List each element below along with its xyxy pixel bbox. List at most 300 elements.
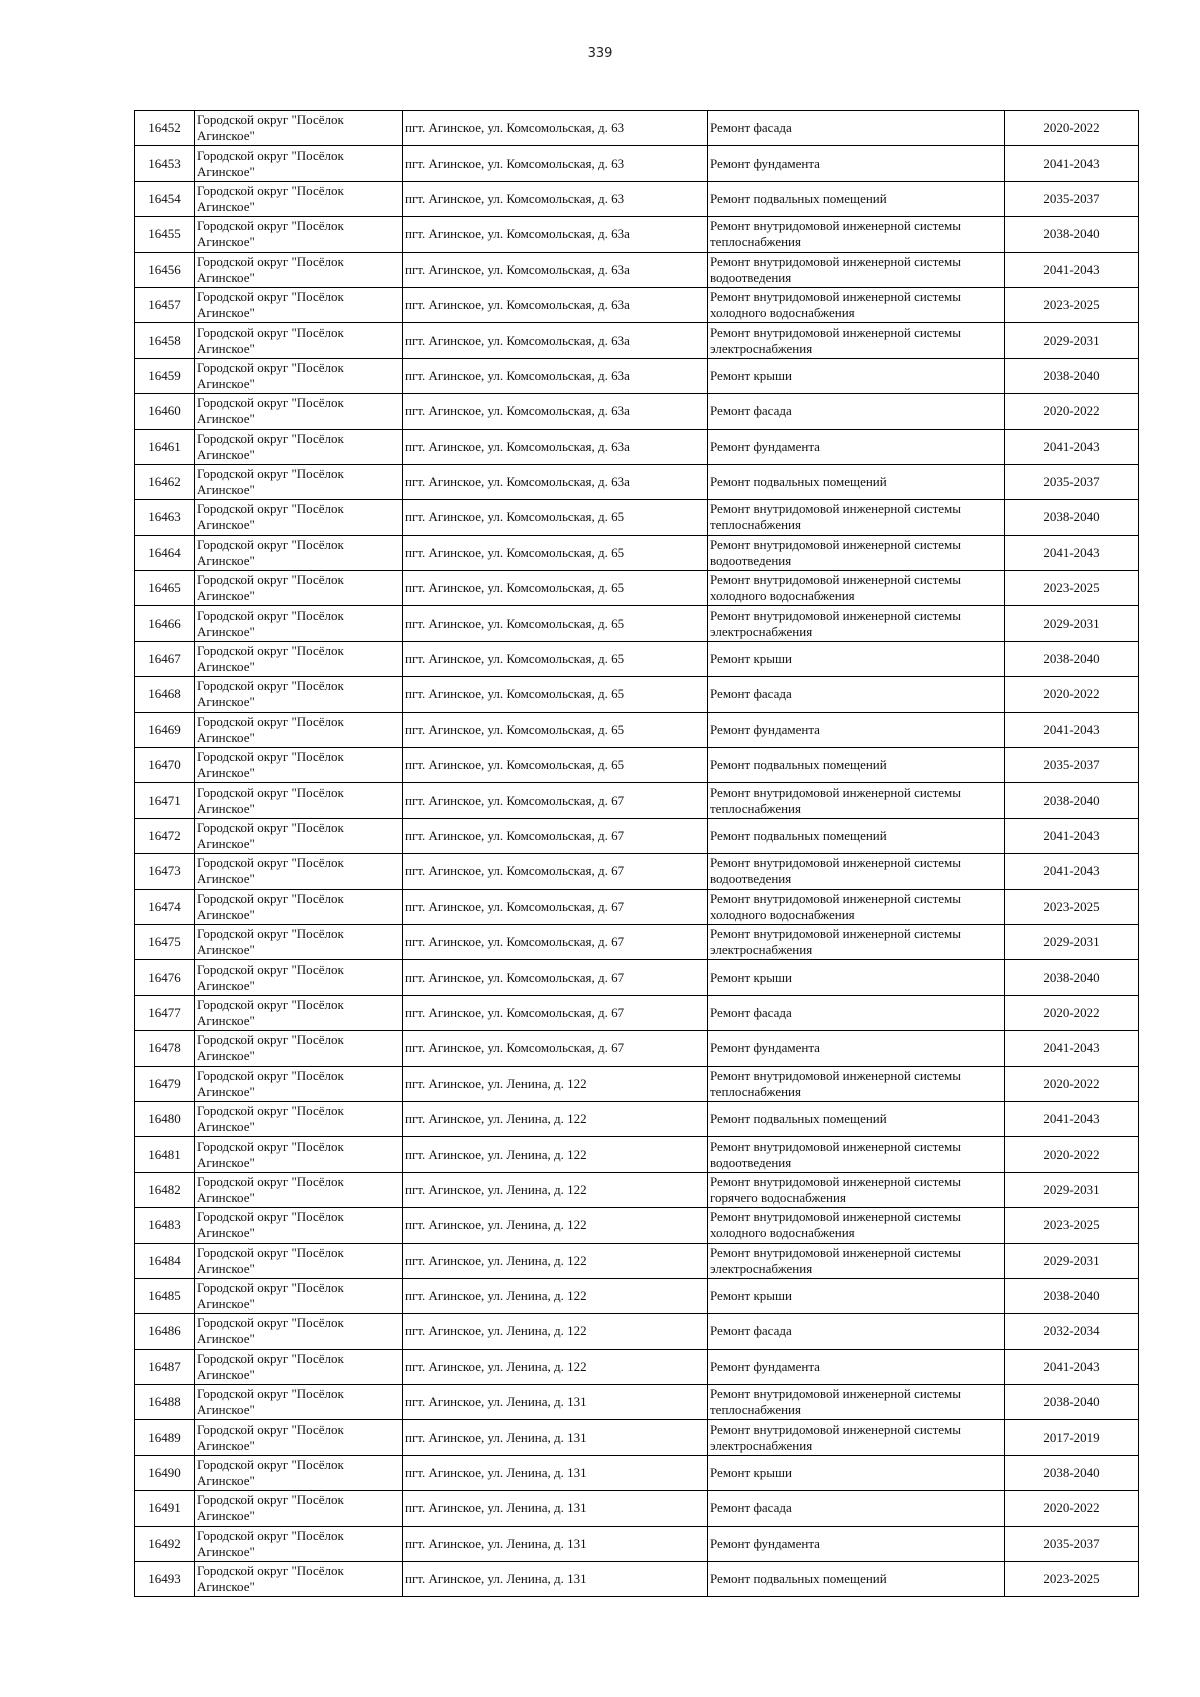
work-type-line: Ремонт фундамента <box>710 1535 820 1551</box>
work-type-line: электроснабжения <box>710 623 813 639</box>
period-cell: 2038-2040 <box>1005 217 1139 252</box>
municipality-line: Городской округ "Посёлок <box>197 430 344 446</box>
table-row <box>135 712 1139 747</box>
table-row <box>135 1208 1139 1243</box>
work-type-cell <box>708 854 1005 889</box>
period-cell: 2038-2040 <box>1005 641 1139 676</box>
municipality-line: Агинское" <box>197 517 255 533</box>
table-row <box>135 1031 1139 1066</box>
municipality-line: Городской округ "Посёлок <box>197 1315 344 1331</box>
municipality-line: Агинское" <box>197 446 255 462</box>
work-type-line: Ремонт внутридомовой инженерной системы <box>710 784 961 800</box>
municipality-line: Городской округ "Посёлок <box>197 1032 344 1048</box>
municipality-line: Городской округ "Посёлок <box>197 713 344 729</box>
address-cell: пгт. Агинское, ул. Комсомольская, д. 67 <box>403 854 708 889</box>
municipality-line: Городской округ "Посёлок <box>197 182 344 198</box>
period-cell: 2029-2031 <box>1005 924 1139 959</box>
municipality-line: Городской округ "Посёлок <box>197 218 344 234</box>
municipality-line: Агинское" <box>197 340 255 356</box>
municipality-line: Агинское" <box>197 411 255 427</box>
municipality-line: Городской округ "Посёлок <box>197 607 344 623</box>
address-cell: пгт. Агинское, ул. Ленина, д. 122 <box>403 1243 708 1278</box>
work-type-line: теплоснабжения <box>710 800 801 816</box>
municipality-cell <box>195 995 403 1030</box>
period-cell: 2038-2040 <box>1005 783 1139 818</box>
municipality-cell <box>195 429 403 464</box>
work-type-line: Ремонт внутридомовой инженерной системы <box>710 1244 961 1260</box>
table-row <box>135 1420 1139 1455</box>
work-type-cell <box>708 1278 1005 1313</box>
address-cell: пгт. Агинское, ул. Ленина, д. 131 <box>403 1562 708 1597</box>
table-row <box>135 1243 1139 1278</box>
municipality-line: Городской округ "Посёлок <box>197 112 344 128</box>
row-number-cell: 16456 <box>135 252 195 287</box>
work-type-line: Ремонт фасада <box>710 686 792 702</box>
table-row <box>135 1137 1139 1172</box>
municipality-cell <box>195 1562 403 1597</box>
work-type-line: Ремонт внутридомовой инженерной системы <box>710 1421 961 1437</box>
table-row <box>135 1491 1139 1526</box>
address-cell: пгт. Агинское, ул. Комсомольская, д. 65 <box>403 571 708 606</box>
work-type-cell <box>708 146 1005 181</box>
work-type-cell <box>708 429 1005 464</box>
period-cell: 2020-2022 <box>1005 394 1139 429</box>
work-type-line: Ремонт подвальных помещений <box>710 474 887 490</box>
work-type-cell <box>708 500 1005 535</box>
work-type-line: Ремонт внутридомовой инженерной системы <box>710 536 961 552</box>
work-type-line: электроснабжения <box>710 340 813 356</box>
work-type-cell <box>708 181 1005 216</box>
period-cell: 2029-2031 <box>1005 1243 1139 1278</box>
period-cell: 2020-2022 <box>1005 1491 1139 1526</box>
address-cell: пгт. Агинское, ул. Ленина, д. 131 <box>403 1385 708 1420</box>
municipality-cell <box>195 571 403 606</box>
work-type-line: Ремонт фундамента <box>710 721 820 737</box>
work-type-cell <box>708 641 1005 676</box>
row-number-cell: 16492 <box>135 1526 195 1561</box>
work-type-cell <box>708 712 1005 747</box>
municipality-line: Агинское" <box>197 1012 255 1028</box>
table-row <box>135 748 1139 783</box>
municipality-cell <box>195 464 403 499</box>
work-type-line: Ремонт внутридомовой инженерной системы <box>710 607 961 623</box>
address-cell: пгт. Агинское, ул. Ленина, д. 122 <box>403 1101 708 1136</box>
work-type-line: теплоснабжения <box>710 1083 801 1099</box>
address-cell: пгт. Агинское, ул. Ленина, д. 122 <box>403 1208 708 1243</box>
municipality-cell <box>195 358 403 393</box>
work-type-cell <box>708 464 1005 499</box>
row-number-cell: 16488 <box>135 1385 195 1420</box>
municipality-line: Агинское" <box>197 1473 255 1489</box>
table-row <box>135 960 1139 995</box>
period-cell: 2035-2037 <box>1005 1526 1139 1561</box>
municipality-cell <box>195 641 403 676</box>
table-row <box>135 783 1139 818</box>
work-type-line: Ремонт подвальных помещений <box>710 190 887 206</box>
municipality-cell <box>195 146 403 181</box>
work-type-line: Ремонт внутридомовой инженерной системы <box>710 289 961 305</box>
row-number-cell: 16476 <box>135 960 195 995</box>
table-row <box>135 358 1139 393</box>
period-cell: 2041-2043 <box>1005 429 1139 464</box>
work-type-line: Ремонт внутридомовой инженерной системы <box>710 1138 961 1154</box>
municipality-cell <box>195 1031 403 1066</box>
row-number-cell: 16470 <box>135 748 195 783</box>
municipality-line: Городской округ "Посёлок <box>197 749 344 765</box>
work-type-line: Ремонт крыши <box>710 1465 792 1481</box>
period-cell: 2041-2043 <box>1005 535 1139 570</box>
municipality-line: Городской округ "Посёлок <box>197 147 344 163</box>
row-number-cell: 16468 <box>135 677 195 712</box>
municipality-line: Городской округ "Посёлок <box>197 643 344 659</box>
municipality-line: Городской округ "Посёлок <box>197 961 344 977</box>
work-type-cell <box>708 1314 1005 1349</box>
period-cell: 2020-2022 <box>1005 111 1139 146</box>
row-number-cell: 16462 <box>135 464 195 499</box>
period-cell: 2029-2031 <box>1005 323 1139 358</box>
municipality-line: Городской округ "Посёлок <box>197 784 344 800</box>
row-number-cell: 16465 <box>135 571 195 606</box>
table-body <box>135 111 1139 1597</box>
table-row <box>135 1172 1139 1207</box>
work-type-line: Ремонт внутридомовой инженерной системы <box>710 324 961 340</box>
municipality-line: Городской округ "Посёлок <box>197 1457 344 1473</box>
municipality-line: Городской округ "Посёлок <box>197 1280 344 1296</box>
municipality-cell <box>195 1137 403 1172</box>
work-type-line: Ремонт фасада <box>710 403 792 419</box>
municipality-line: Агинское" <box>197 1579 255 1595</box>
municipality-line: Агинское" <box>197 482 255 498</box>
period-cell: 2038-2040 <box>1005 1278 1139 1313</box>
address-cell: пгт. Агинское, ул. Комсомольская, д. 63 <box>403 181 708 216</box>
work-type-cell <box>708 571 1005 606</box>
work-type-line: холодного водоснабжения <box>710 305 855 321</box>
row-number-cell: 16474 <box>135 889 195 924</box>
period-cell: 2038-2040 <box>1005 960 1139 995</box>
municipality-cell <box>195 889 403 924</box>
work-type-line: электроснабжения <box>710 1260 813 1276</box>
address-cell: пгт. Агинское, ул. Комсомольская, д. 65 <box>403 500 708 535</box>
municipality-cell <box>195 181 403 216</box>
row-number-cell: 16481 <box>135 1137 195 1172</box>
municipality-cell <box>195 111 403 146</box>
address-cell: пгт. Агинское, ул. Ленина, д. 122 <box>403 1314 708 1349</box>
municipality-line: Агинское" <box>197 694 255 710</box>
work-type-line: водоотведения <box>710 552 792 568</box>
municipality-cell <box>195 1420 403 1455</box>
work-type-line: Ремонт фасада <box>710 1500 792 1516</box>
address-cell: пгт. Агинское, ул. Комсомольская, д. 67 <box>403 1031 708 1066</box>
municipality-cell <box>195 783 403 818</box>
work-type-line: Ремонт подвальных помещений <box>710 757 887 773</box>
address-cell: пгт. Агинское, ул. Ленина, д. 122 <box>403 1066 708 1101</box>
row-number-cell: 16466 <box>135 606 195 641</box>
municipality-line: Агинское" <box>197 1189 255 1205</box>
address-cell: пгт. Агинское, ул. Комсомольская, д. 65 <box>403 677 708 712</box>
period-cell: 2041-2043 <box>1005 818 1139 853</box>
municipality-cell <box>195 960 403 995</box>
period-cell: 2035-2037 <box>1005 181 1139 216</box>
municipality-line: Агинское" <box>197 1260 255 1276</box>
municipality-line: Городской округ "Посёлок <box>197 855 344 871</box>
row-number-cell: 16459 <box>135 358 195 393</box>
row-number-cell: 16467 <box>135 641 195 676</box>
table-row <box>135 606 1139 641</box>
address-cell: пгт. Агинское, ул. Комсомольская, д. 63а <box>403 287 708 322</box>
row-number-cell: 16464 <box>135 535 195 570</box>
table-row <box>135 1314 1139 1349</box>
municipality-cell <box>195 500 403 535</box>
period-cell: 2017-2019 <box>1005 1420 1139 1455</box>
row-number-cell: 16472 <box>135 818 195 853</box>
municipality-line: Агинское" <box>197 1083 255 1099</box>
work-type-line: теплоснабжения <box>710 234 801 250</box>
work-type-line: Ремонт внутридомовой инженерной системы <box>710 253 961 269</box>
work-type-cell <box>708 1385 1005 1420</box>
municipality-line: Агинское" <box>197 552 255 568</box>
municipality-line: Городской округ "Посёлок <box>197 501 344 517</box>
work-type-cell <box>708 394 1005 429</box>
table-row <box>135 323 1139 358</box>
row-number-cell: 16480 <box>135 1101 195 1136</box>
work-type-cell <box>708 1172 1005 1207</box>
work-type-line: Ремонт подвальных помещений <box>710 828 887 843</box>
work-type-line: Ремонт фундамента <box>710 1358 820 1374</box>
period-cell: 2041-2043 <box>1005 146 1139 181</box>
address-cell: пгт. Агинское, ул. Комсомольская, д. 63 <box>403 146 708 181</box>
work-type-line: Ремонт крыши <box>710 651 792 667</box>
table-row <box>135 995 1139 1030</box>
table-row <box>135 111 1139 146</box>
work-type-line: Ремонт фасада <box>710 1323 792 1339</box>
row-number-cell: 16469 <box>135 712 195 747</box>
work-type-cell <box>708 1137 1005 1172</box>
row-number-cell: 16463 <box>135 500 195 535</box>
period-cell: 2023-2025 <box>1005 571 1139 606</box>
work-type-cell <box>708 1420 1005 1455</box>
municipality-line: Агинское" <box>197 198 255 214</box>
period-cell: 2038-2040 <box>1005 358 1139 393</box>
work-type-line: Ремонт фасада <box>710 120 792 136</box>
period-cell: 2038-2040 <box>1005 500 1139 535</box>
period-cell: 2023-2025 <box>1005 1208 1139 1243</box>
work-type-cell <box>708 252 1005 287</box>
period-cell: 2038-2040 <box>1005 1385 1139 1420</box>
municipality-line: Агинское" <box>197 1366 255 1382</box>
address-cell: пгт. Агинское, ул. Комсомольская, д. 63а <box>403 394 708 429</box>
address-cell: пгт. Агинское, ул. Ленина, д. 122 <box>403 1349 708 1384</box>
work-type-cell <box>708 1243 1005 1278</box>
table-row <box>135 287 1139 322</box>
work-type-cell <box>708 995 1005 1030</box>
municipality-line: Городской округ "Посёлок <box>197 1492 344 1508</box>
row-number-cell: 16486 <box>135 1314 195 1349</box>
work-type-line: Ремонт крыши <box>710 367 792 383</box>
period-cell: 2023-2025 <box>1005 287 1139 322</box>
address-cell: пгт. Агинское, ул. Ленина, д. 131 <box>403 1526 708 1561</box>
row-number-cell: 16454 <box>135 181 195 216</box>
municipality-line: Агинское" <box>197 659 255 675</box>
municipality-cell <box>195 1526 403 1561</box>
table-row <box>135 677 1139 712</box>
work-type-cell <box>708 748 1005 783</box>
table-row <box>135 1526 1139 1561</box>
period-cell: 2035-2037 <box>1005 748 1139 783</box>
period-cell: 2023-2025 <box>1005 889 1139 924</box>
table-row <box>135 924 1139 959</box>
address-cell: пгт. Агинское, ул. Ленина, д. 131 <box>403 1420 708 1455</box>
address-cell: пгт. Агинское, ул. Комсомольская, д. 67 <box>403 924 708 959</box>
municipality-line: Городской округ "Посёлок <box>197 890 344 906</box>
municipality-cell <box>195 1172 403 1207</box>
address-cell: пгт. Агинское, ул. Комсомольская, д. 63а <box>403 358 708 393</box>
period-cell: 2041-2043 <box>1005 1349 1139 1384</box>
municipality-line: Агинское" <box>197 1119 255 1135</box>
work-type-line: электроснабжения <box>710 1437 813 1453</box>
municipality-cell <box>195 323 403 358</box>
period-cell: 2020-2022 <box>1005 995 1139 1030</box>
municipality-line: Агинское" <box>197 588 255 604</box>
page-number: 339 <box>587 46 613 61</box>
work-type-line: Ремонт внутридомовой инженерной системы <box>710 1067 961 1083</box>
work-type-line: теплоснабжения <box>710 1402 801 1418</box>
work-type-cell <box>708 358 1005 393</box>
municipality-line: Городской округ "Посёлок <box>197 820 344 835</box>
work-type-line: горячего водоснабжения <box>710 1189 846 1205</box>
row-number-cell: 16453 <box>135 146 195 181</box>
work-type-cell <box>708 1066 1005 1101</box>
address-cell: пгт. Агинское, ул. Комсомольская, д. 65 <box>403 606 708 641</box>
work-type-line: Ремонт подвальных помещений <box>710 1571 887 1587</box>
municipality-cell <box>195 1208 403 1243</box>
period-cell: 2020-2022 <box>1005 677 1139 712</box>
table-row <box>135 146 1139 181</box>
table-row <box>135 217 1139 252</box>
municipality-line: Городской округ "Посёлок <box>197 289 344 305</box>
work-type-line: холодного водоснабжения <box>710 1225 855 1241</box>
row-number-cell: 16452 <box>135 111 195 146</box>
row-number-cell: 16485 <box>135 1278 195 1313</box>
table-row <box>135 535 1139 570</box>
address-cell: пгт. Агинское, ул. Комсомольская, д. 63 <box>403 111 708 146</box>
work-type-cell <box>708 1101 1005 1136</box>
row-number-cell: 16473 <box>135 854 195 889</box>
municipality-cell <box>195 1385 403 1420</box>
work-type-cell <box>708 818 1005 853</box>
address-cell: пгт. Агинское, ул. Ленина, д. 122 <box>403 1172 708 1207</box>
table-row <box>135 1455 1139 1490</box>
municipality-cell <box>195 1349 403 1384</box>
municipality-line: Агинское" <box>197 375 255 391</box>
address-cell: пгт. Агинское, ул. Комсомольская, д. 67 <box>403 818 708 853</box>
municipality-cell <box>195 818 403 853</box>
municipality-line: Городской округ "Посёлок <box>197 1350 344 1366</box>
work-type-line: Ремонт фундамента <box>710 155 820 171</box>
municipality-line: Городской округ "Посёлок <box>197 395 344 411</box>
municipality-line: Агинское" <box>197 871 255 887</box>
table-row <box>135 500 1139 535</box>
municipality-line: Городской округ "Посёлок <box>197 253 344 269</box>
row-number-cell: 16477 <box>135 995 195 1030</box>
row-number-cell: 16461 <box>135 429 195 464</box>
municipality-cell <box>195 535 403 570</box>
work-type-cell <box>708 111 1005 146</box>
period-cell: 2020-2022 <box>1005 1066 1139 1101</box>
address-cell: пгт. Агинское, ул. Ленина, д. 122 <box>403 1278 708 1313</box>
address-cell: пгт. Агинское, ул. Комсомольская, д. 63а <box>403 429 708 464</box>
municipality-cell <box>195 924 403 959</box>
municipality-line: Агинское" <box>197 765 255 781</box>
municipality-line: Агинское" <box>197 1048 255 1064</box>
work-type-line: Ремонт крыши <box>710 1288 792 1304</box>
row-number-cell: 16478 <box>135 1031 195 1066</box>
period-cell: 2041-2043 <box>1005 1101 1139 1136</box>
work-type-cell <box>708 1031 1005 1066</box>
municipality-line: Агинское" <box>197 1331 255 1347</box>
row-number-cell: 16491 <box>135 1491 195 1526</box>
table-row <box>135 1278 1139 1313</box>
work-type-line: Ремонт внутридомовой инженерной системы <box>710 926 961 942</box>
municipality-line: Агинское" <box>197 1154 255 1170</box>
municipality-cell <box>195 217 403 252</box>
work-type-cell <box>708 889 1005 924</box>
municipality-line: Городской округ "Посёлок <box>197 1527 344 1543</box>
table-row <box>135 1562 1139 1597</box>
municipality-line: Городской округ "Посёлок <box>197 466 344 482</box>
municipality-cell <box>195 1243 403 1278</box>
table-row <box>135 818 1139 853</box>
table-row <box>135 571 1139 606</box>
municipality-line: Городской округ "Посёлок <box>197 1138 344 1154</box>
address-cell: пгт. Агинское, ул. Комсомольская, д. 65 <box>403 748 708 783</box>
municipality-cell <box>195 1278 403 1313</box>
municipality-cell <box>195 1066 403 1101</box>
municipality-line: Агинское" <box>197 305 255 321</box>
work-type-line: Ремонт внутридомовой инженерной системы <box>710 1386 961 1402</box>
work-type-line: Ремонт внутридомовой инженерной системы <box>710 572 961 588</box>
work-type-cell <box>708 606 1005 641</box>
period-cell: 2038-2040 <box>1005 1455 1139 1490</box>
municipality-line: Городской округ "Посёлок <box>197 572 344 588</box>
period-cell: 2023-2025 <box>1005 1562 1139 1597</box>
work-type-cell <box>708 535 1005 570</box>
table-row <box>135 641 1139 676</box>
table-row <box>135 394 1139 429</box>
work-type-line: водоотведения <box>710 871 792 887</box>
period-cell: 2035-2037 <box>1005 464 1139 499</box>
municipality-cell <box>195 1455 403 1490</box>
municipality-cell <box>195 287 403 322</box>
table-row <box>135 181 1139 216</box>
address-cell: пгт. Агинское, ул. Комсомольская, д. 67 <box>403 889 708 924</box>
municipality-cell <box>195 712 403 747</box>
table-row <box>135 429 1139 464</box>
municipality-cell <box>195 854 403 889</box>
address-cell: пгт. Агинское, ул. Комсомольская, д. 63а <box>403 464 708 499</box>
address-cell: пгт. Агинское, ул. Ленина, д. 122 <box>403 1137 708 1172</box>
work-type-cell <box>708 1455 1005 1490</box>
table-row <box>135 252 1139 287</box>
work-type-cell <box>708 1349 1005 1384</box>
row-number-cell: 16484 <box>135 1243 195 1278</box>
row-number-cell: 16460 <box>135 394 195 429</box>
row-number-cell: 16479 <box>135 1066 195 1101</box>
municipality-line: Агинское" <box>197 1508 255 1524</box>
address-cell: пгт. Агинское, ул. Комсомольская, д. 63а <box>403 323 708 358</box>
municipality-cell <box>195 677 403 712</box>
work-type-line: Ремонт внутридомовой инженерной системы <box>710 1173 961 1189</box>
municipality-line: Городской округ "Посёлок <box>197 1209 344 1225</box>
